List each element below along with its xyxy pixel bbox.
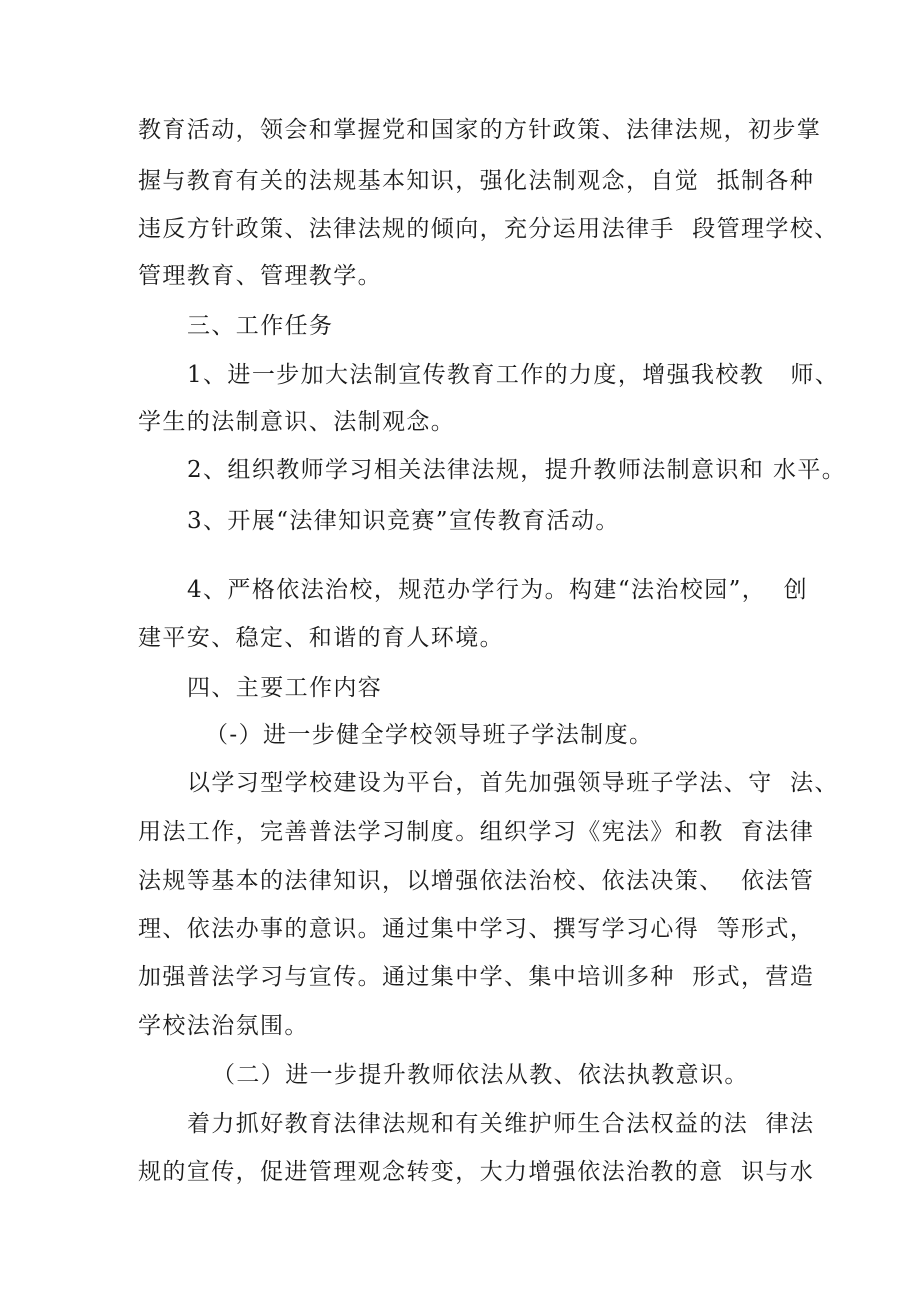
body-line: 建平安、稳定、和谐的育人环境。 bbox=[138, 625, 504, 651]
body-line: 2、组织教师学习相关法律法规，提升教师法制意识和 水平。 bbox=[187, 457, 847, 483]
body-line: 规的宣传，促进管理观念转变，大力增强依法治教的意 识与水 bbox=[138, 1159, 815, 1185]
body-line: 着力抓好教育法律法规和有关维护师生合法权益的法 律法 bbox=[187, 1111, 815, 1137]
body-line: 以学习型学校建设为平台，首先加强领导班子学法、守 法、 bbox=[187, 770, 839, 796]
body-line: 握与教育有关的法规基本知识，强化法制观念，自觉 抵制各种 bbox=[138, 168, 815, 194]
body-line: 4、严格依法治校，规范办学行为。构建“法治校园”， 创 bbox=[187, 577, 808, 603]
body-line: 理、依法办事的意识。通过集中学习、撰写学习心得 等形式， bbox=[138, 916, 815, 942]
body-line: 学校法治氛围。 bbox=[138, 1013, 309, 1039]
subsection-heading: （二）进一步提升教师依法从教、依法执教意识。 bbox=[212, 1062, 749, 1088]
body-line: 学生的法制意识、法制观念。 bbox=[138, 409, 456, 435]
body-line: 3、开展“法律知识竞赛”宣传教育活动。 bbox=[187, 508, 620, 534]
body-line: 违反方针政策、法律法规的倾向，充分运用法律手 段管理学校、 bbox=[138, 216, 839, 242]
subsection-heading: （-）进一步健全学校领导班子学法制度。 bbox=[205, 722, 654, 748]
body-line: 1、进一步加大法制宣传教育工作的力度，增强我校教 师、 bbox=[187, 362, 840, 388]
body-line: 用法工作，完善普法学习制度。组织学习《宪法》和教 育法律 bbox=[138, 819, 815, 845]
body-line: 法规等基本的法律知识，以增强依法治校、依法决策、 依法管 bbox=[138, 868, 815, 894]
section-heading: 四、主要工作内容 bbox=[187, 675, 383, 701]
section-heading: 三、工作任务 bbox=[187, 313, 334, 339]
body-line: 管理教育、管理教学。 bbox=[138, 263, 382, 289]
body-line: 加强普法学习与宣传。通过集中学、集中培训多种 形式，营造 bbox=[138, 964, 815, 990]
body-line: 教育活动，领会和掌握党和国家的方针政策、法律法规，初步掌 bbox=[138, 117, 822, 143]
